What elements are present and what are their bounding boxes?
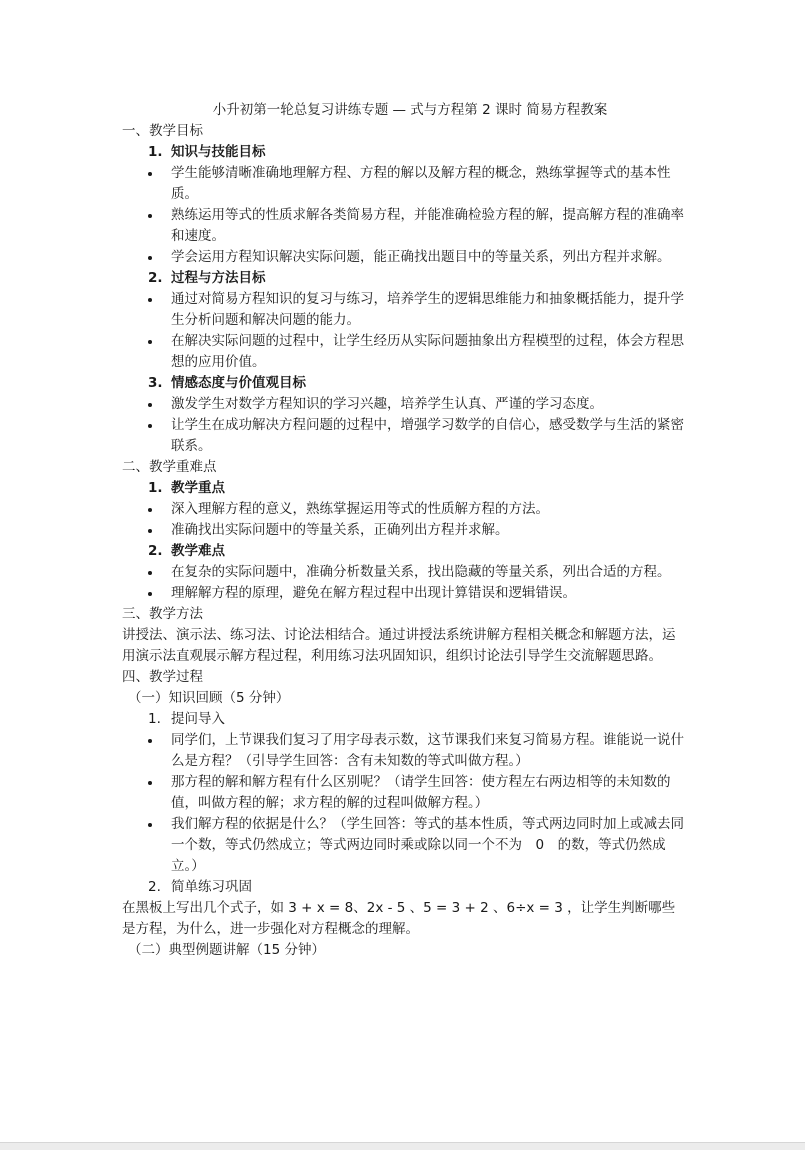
- section-heading-process: 四、教学过程: [122, 669, 203, 685]
- section-heading-methods: 三、教学方法: [122, 606, 203, 622]
- bullet-item: 那方程的解和解方程有什么区别呢？（请学生回答：使方程左右两边相等的未知数的值，叫做方程的解；求方程的解的过程叫做解方程。）: [122, 772, 688, 814]
- bullet-item: 理解解方程的原理，避免在解方程过程中出现计算错误和逻辑错误。: [122, 583, 688, 604]
- bullet-icon: [148, 298, 152, 302]
- document-title: 小升初第一轮总复习讲练专题 — 式与方程第 2 课时 简易方程教案: [212, 102, 608, 118]
- bullet-icon: [148, 172, 152, 176]
- bullet-icon: [148, 508, 152, 512]
- bullet-item: 学会运用方程知识解决实际问题，能正确找出题目中的等量关系，列出方程并求解。: [122, 247, 688, 268]
- bullet-item: 激发学生对数学方程知识的学习兴趣，培养学生认真、严谨的学习态度。: [122, 394, 688, 415]
- bullet-item: 让学生在成功解决方程问题的过程中，增强学习数学的自信心，感受数学与生活的紧密联系。: [122, 415, 688, 457]
- bullet-icon: [148, 739, 152, 743]
- bullet-icon: [148, 571, 152, 575]
- numbered-heading: 2. 教学难点: [148, 543, 225, 559]
- bullet-icon: [148, 214, 152, 218]
- bullet-item: 我们解方程的依据是什么？（学生回答：等式的基本性质，等式两边同时加上或减去同一个数，等式仍然成立；等式两边同时乘或除以同一个不为 0 的数，等式仍然成立。）: [122, 814, 688, 877]
- bullet-item: 在解决实际问题的过程中，让学生经历从实际问题抽象出方程模型的过程，体会方程思想的应用价值。: [122, 331, 688, 373]
- bullet-item: 在复杂的实际问题中，准确分析数量关系，找出隐藏的等量关系，列出合适的方程。: [122, 562, 688, 583]
- bullet-item: 通过对简易方程知识的复习与练习，培养学生的逻辑思维能力和抽象概括能力，提升学生分析问题和解决问题的能力。: [122, 289, 688, 331]
- document-body: [122, 100, 688, 961]
- bullet-item: 准确找出实际问题中的等量关系，正确列出方程并求解。: [122, 520, 688, 541]
- bullet-icon: [148, 403, 152, 407]
- bullet-item: 熟练运用等式的性质求解各类简易方程，并能准确检验方程的解，提高解方程的准确率和速度。: [122, 205, 688, 247]
- subsection-heading: （二）典型例题讲解（15 分钟）: [128, 942, 325, 958]
- bullet-item: 同学们，上节课我们复习了用字母表示数，这节课我们来复习简易方程。谁能说一说什么是方程？（引导学生回答：含有未知数的等式叫做方程。）: [122, 730, 688, 772]
- section-heading-key-points: 二、教学重难点: [122, 459, 217, 475]
- bullet-icon: [148, 424, 152, 428]
- subsection-heading: （一）知识回顾（5 分钟）: [128, 690, 290, 706]
- bullet-item: 深入理解方程的意义，熟练掌握运用等式的性质解方程的方法。: [122, 499, 688, 520]
- bullet-icon: [148, 823, 152, 827]
- bullet-icon: [148, 256, 152, 260]
- bullet-item: 学生能够清晰准确地理解方程、方程的解以及解方程的概念，熟练掌握等式的基本性质。: [122, 163, 688, 205]
- exercise-paragraph: 在黑板上写出几个式子，如 3 + x = 8、2x - 5 、5 = 3 + 2 、6÷x = 3 ，让学生判断哪些是方程，为什么，进一步强化对方程概念的理解。: [122, 900, 676, 937]
- section-heading-objectives: 一、教学目标: [122, 123, 203, 139]
- numbered-heading: 1. 提问导入: [148, 711, 225, 727]
- numbered-heading: 3. 情感态度与价值观目标: [148, 375, 306, 391]
- bullet-icon: [148, 592, 152, 596]
- numbered-heading: 2. 简单练习巩固: [148, 879, 252, 895]
- bullet-icon: [148, 781, 152, 785]
- numbered-heading: 2. 过程与方法目标: [148, 270, 266, 286]
- numbered-heading: 1. 教学重点: [148, 480, 225, 496]
- bullet-icon: [148, 340, 152, 344]
- bullet-icon: [148, 529, 152, 533]
- methods-paragraph: 讲授法、演示法、练习法、讨论法相结合。通过讲授法系统讲解方程相关概念和解题方法，运用演示法直观展示解方程过程，利用练习法巩固知识，组织讨论法引导学生交流解题思路。: [122, 627, 676, 664]
- numbered-heading: 1. 知识与技能目标: [148, 144, 266, 160]
